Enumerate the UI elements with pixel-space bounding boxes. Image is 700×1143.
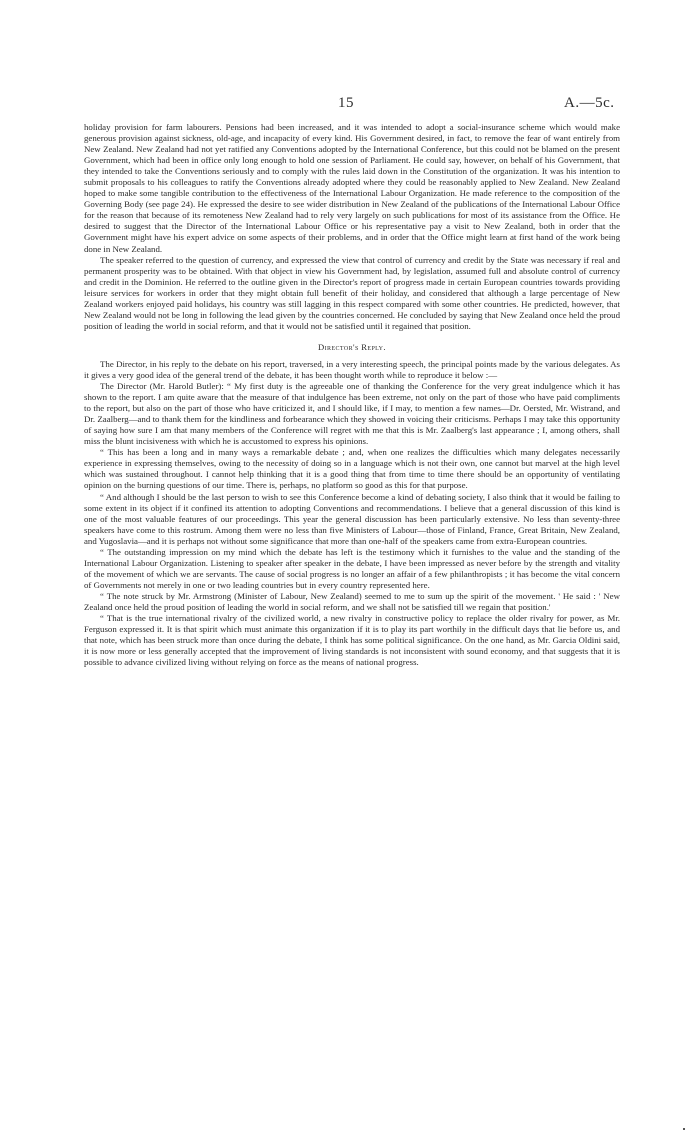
paragraph: “ The outstanding impression on my mind which the debate has left is the testimony which it furnishes to the value and the standing of the International Labour Organization. Listening to speaker after speaker in the debate, I have been impressed as never before by the strength and vitality of the movement of which we are servants. The cause of social progress is no longer an affair of a few philanthropists ; it has become the vital concern of Governments not merely in one or two leading countries but in every country represented here. [84,546,620,590]
paragraph: “ That is the true international rivalry of the civilized world, a new rivalry in constructive policy to replace the older rivalry for power, as Mr. Ferguson expressed it. It is that spirit which must animate this organization if it is to play its part worthily in the difficult days that lie before us, and that note, which has been struck more than once during the debate, I think has some political significance. On the one hand, as Mr. Garcia Oldini said, it is now more or less generally accepted that the improvement of living standards is not inconsistent with sound economy, and that suggests that it is possible to advance civilized living without relying on force as the means of national progress. [84,613,620,668]
page-number: 15 [338,95,354,111]
document-reference: A.—5c. [564,95,615,111]
paragraph: “ The note struck by Mr. Armstrong (Minister of Labour, New Zealand) seemed to me to sum up the spirit of the movement. ' He said : ' New Zealand once held the proud position of leading the world in social reform, and we shall not be satisfied till we regain that position.' [84,590,620,612]
paragraph: “ This has been a long and in many ways a remarkable debate ; and, when one realizes the difficulties which many delegates necessarily experience in expressing themselves, owing to the necessity of doing so in a language which is not their own, one cannot but marvel at the high level which was sustained throughout. I cannot help thinking that it is a good thing that from time to time there should be an opportunity of ventilating opinion on the burning questions of our time. There is, perhaps, no platform so good as this for that purpose. [84,447,620,491]
body-text [84,122,620,668]
paragraph: The Director (Mr. Harold Butler): “ My first duty is the agreeable one of thanking the Conference for the very great indulgence which it has shown to the report. I am quite aware that the measure of that indulgence has been extreme, not only on the part of those who have paid compliments to the report, but also on the part of those who have criticized it, and I should like, if I may, to mention a few names—Dr. Oersted, Mr. Wistrand, and Dr. Zaalberg—and to thank them for the kindliness and forbearance which they showed in voicing their criticisms. Perhaps I may take this opportunity of saying how sure I am that many members of the Conference will regret with me that this is Mr. Zaalberg's last appearance ; I, among others, shall miss the blunt incisiveness with which he is accustomed to express his opinions. [84,381,620,447]
paragraph: The Director, in his reply to the debate on his report, traversed, in a very interesting speech, the principal points made by the various delegates. As it gives a very good idea of the general trend of the debate, it has been thought worth while to reproduce it below :— [84,358,620,380]
section-heading-text: Director's Reply. [318,341,386,352]
paragraph: “ And although I should be the last person to wish to see this Conference become a kind of debating society, I also think that it would be failing to some extent in its object if it confined its attention to adopting Conventions and recommendations. I believe that a general discussion of this kind is one of the most valuable features of our proceedings. This year the general discussion has been particularly extensive. No less than seventy-three speakers have come to this rostrum. Among them were no less than five Ministers of Labour—those of Finland, France, Great Britain, New Zealand, and Yugoslavia—and it is perhaps not without some significance that more than one-half of the speakers came from extra-European countries. [84,491,620,546]
section-heading [84,342,620,353]
paragraph: The speaker referred to the question of currency, and expressed the view that control of currency and credit by the State was necessary if real and permanent prosperity was to be obtained. With that object in view his Government had, by legislation, assumed full and absolute control of currency and credit in the Dominion. He referred to the outline given in the Director's report of progress made in certain European countries towards providing leisure services for workers in order that they might obtain full benefit of their holiday, and considered that although a large percentage of New Zealand workers enjoyed paid holidays, his country was still lagging in this respect compared with some other countries. He predicted, however, that New Zealand would not be long in following the lead given by the countries concerned. He concluded by saying that New Zealand once held the proud position of leading the world in social reform, and that it would not be satisfied until it regained that position. [84,254,620,331]
scan-speck [683,1128,685,1130]
paragraph: holiday provision for farm labourers. Pensions had been increased, and it was intended to adopt a social-insurance scheme which would make generous provision against sickness, old-age, and incapacity of every kind. His Government desired, in fact, to remove the fear of want entirely from New Zealand. New Zealand had not yet ratified any Conventions adopted by the International Conference, but this could not be blamed on the present Government, which had been in office only long enough to hold one session of Parliament. He could say, however, on behalf of his Government, that they intended to take the Conventions seriously and to comply with the rules laid down in the Constitution of the organization. It was his intention to submit proposals to his colleagues to ratify the Conventions already adopted where they could be reasonably applied to New Zealand. New Zealand hoped to make some tangible contribution to the effectiveness of the International Labour Organization. He made reference to the composition of the Governing Body (see page 24). He expressed the desire to see wider distribution in New Zealand of the publications of the International Labour Office for the reason that because of its remoteness New Zealand had to rely very largely on such publications for most of its assistance from the Office. He desired to suggest that the Director of the International Labour Office or his representative pay a visit to New Zealand, both in order that the Government might have his expert advice on some aspects of their problems, and in order that the Office might learn at first hand of the work being done in New Zealand. [84,122,620,254]
